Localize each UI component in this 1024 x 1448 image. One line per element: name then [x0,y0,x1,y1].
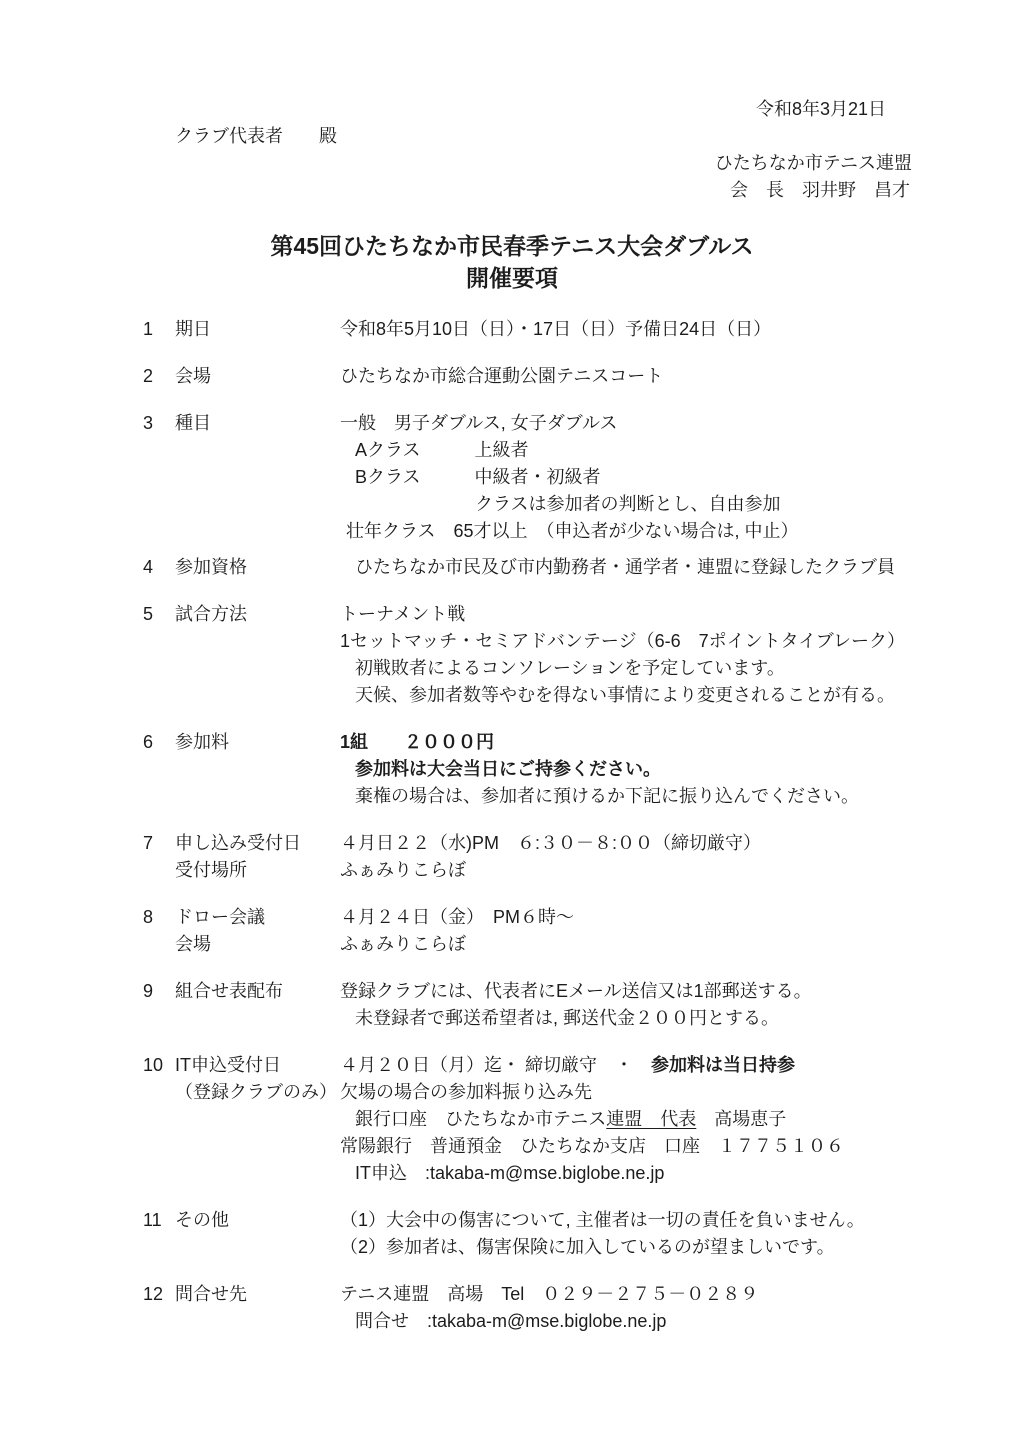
item-number: 10 [143,1055,164,1075]
item-number: 2 [143,366,154,386]
item-4-sanka-shikaku [143,554,988,581]
item-2-kaijo [143,363,988,390]
item-line: Aクラス 上級者 [355,440,529,460]
item-line: クラスは参加者の判断とし、自由参加 [475,494,781,514]
item-number: 11 [143,1210,162,1230]
item-label: その他 [175,1210,229,1230]
item-number: 1 [143,319,154,339]
item-label: ドロー会議 [175,907,265,927]
item-line: 令和8年5月10日（日）・17日（日）予備日24日（日） [340,319,772,339]
document-title [0,230,1024,294]
item-line: 天候、参加者数等やむを得ない事情により変更されることが有る。 [355,685,895,705]
item-line: トーナメント戦 [340,604,466,624]
item-label: 試合方法 [175,604,247,624]
item-line: （2）参加者は、傷害保険に加入しているのが望ましいです。 [340,1237,835,1257]
item-line-email: 問合せ :takaba-m@mse.biglobe.ne.jp [355,1311,667,1331]
item-7-moshikomi [143,830,988,884]
recipient-line: クラブ代表者 殿 [175,126,337,146]
item-1-kijitsu [143,316,988,343]
item-line: 棄権の場合は、参加者に預けるか下記に振り込んでください。 [355,786,859,806]
item-line: Bクラス 中級者・初級者 [355,467,601,487]
item-label: 問合せ先 [175,1284,247,1304]
item-line: 未登録者で郵送希望者は, 郵送代金２００円とする。 [355,1008,779,1028]
item-5-shiai-hoho [143,601,988,709]
item-line: テニス連盟 高場 Tel ０２９－２７５－０２８９ [340,1284,759,1304]
item-line: ひたちなか市民及び市内勤務者・通学者・連盟に登録したクラブ員 [355,557,895,577]
document-title-line2: 開催要項 [466,265,558,291]
item-line: 初戦敗者によるコンソレーションを予定しています。 [355,658,785,678]
item-line: ４月日２２（水)PM ６:３０－８:００（締切厳守） [340,833,761,853]
item-9-kumiawase [143,978,988,1032]
item-line: ふぁみりこらぼ [340,934,466,954]
item-label: 組合せ表配布 [175,981,283,1001]
item-label: 会場 [175,366,211,386]
item-label: 参加料 [175,732,229,752]
bold-note: 参加料は当日持参 [651,1055,795,1075]
item-label: 受付場所 [175,860,247,880]
item-label: （登録クラブのみ） [175,1082,337,1102]
item-label: 参加資格 [175,557,247,577]
document-date: 令和8年3月21日 [755,99,886,119]
item-line: ４月２０日（月）迄・ 締切厳守 ・ 参加料は当日持参 [340,1055,795,1075]
item-12-toiawase [143,1281,988,1335]
item-number: 9 [143,981,154,1001]
item-number: 6 [143,732,154,752]
item-line: 1セットマッチ・セミアドバンテージ（6-6 7ポイントタイブレーク） [340,631,905,651]
item-number: 3 [143,413,154,433]
item-line: 登録クラブには、代表者にEメール送信又は1部郵送する。 [340,981,812,1001]
item-line: 1組 ２０００円 [340,732,495,752]
item-label: 期日 [175,319,211,339]
item-label: 種目 [175,413,211,433]
item-line: 欠場の場合の参加料振り込み先 [340,1082,592,1102]
item-3-shumoku [143,410,988,545]
item-line: 壮年クラス 65才以上 （申込者が少ない場合は, 中止） [346,521,799,541]
organization-name: ひたちなか市テニス連盟 [714,153,912,173]
item-number: 12 [143,1284,164,1304]
item-line: 参加料は大会当日にご持参ください。 [355,759,661,779]
item-6-sankaryo [143,729,988,810]
item-10-it-moshikomi [143,1052,988,1187]
item-label: 申し込み受付日 [175,833,301,853]
item-number: 8 [143,907,154,927]
item-line: 銀行口座 ひたちなか市テニス連盟 代表 高場恵子 [355,1109,787,1129]
item-line: 一般 男子ダブルス, 女子ダブルス [340,413,618,433]
item-line: ふぁみりこらぼ [340,860,466,880]
item-line-email: IT申込 :takaba-m@mse.biglobe.ne.jp [355,1163,665,1183]
item-line: ひたちなか市総合運動公園テニスコート [340,366,664,386]
item-8-draw-kaigi [143,904,988,958]
item-number: 4 [143,557,154,577]
items-list [0,316,1024,1335]
item-number: 7 [143,833,154,853]
underlined-text: 連盟 代表 [606,1109,697,1129]
item-line: 常陽銀行 普通預金 ひたちなか支店 口座 １７７５１０６ [340,1136,844,1156]
item-number: 5 [143,604,154,624]
president-name: 会 長 羽井野 昌才 [730,180,910,200]
item-label: IT申込受付日 [175,1055,281,1075]
item-11-sonota [143,1207,988,1261]
item-line: （1）大会中の傷害について, 主催者は一切の責任を負いません。 [340,1210,865,1230]
document-title-line1: 第45回ひたちなか市民春季テニス大会ダブルス [270,233,754,259]
item-line: ４月２４日（金） PM６時～ [340,907,574,927]
item-label: 会場 [175,934,211,954]
